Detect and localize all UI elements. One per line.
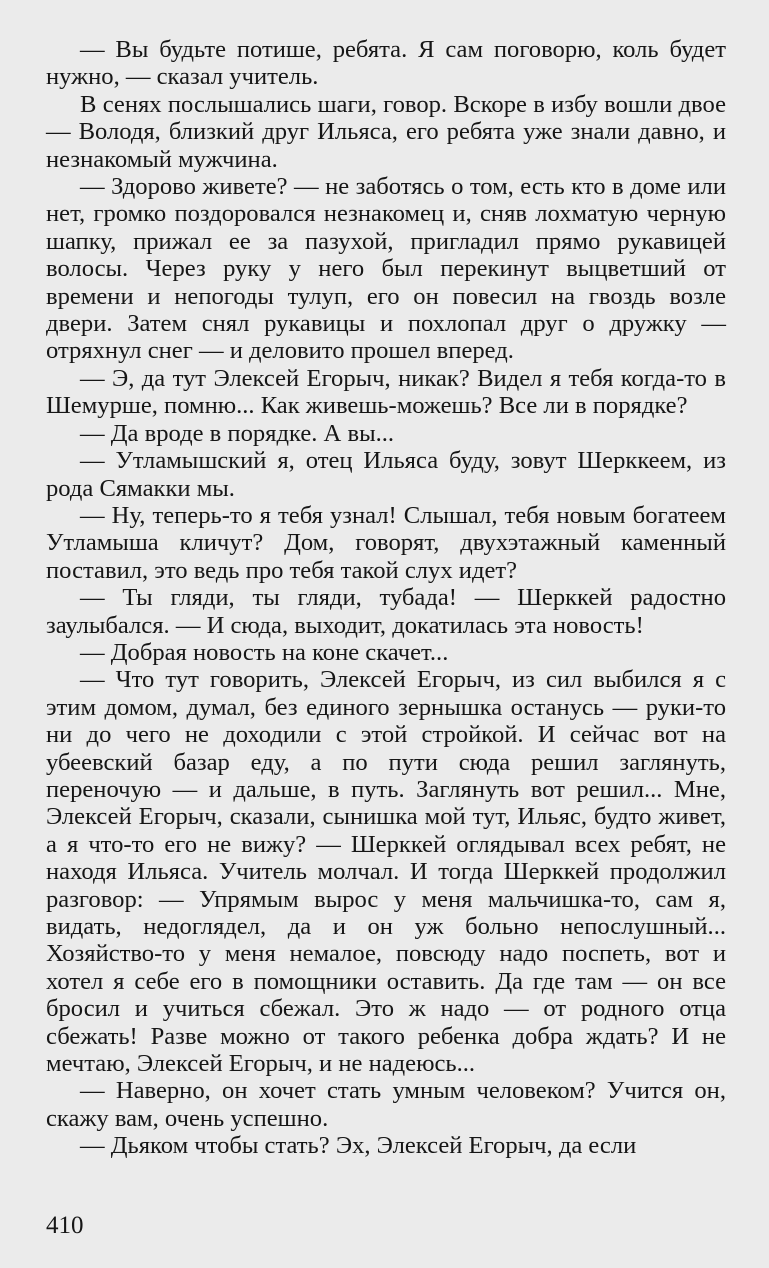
paragraph: — Да вроде в порядке. А вы... — [80, 419, 395, 447]
paragraph: — Что тут говорить, Элексей Егорыч, из сил выбился я с этим домом, думал, без единого зернышка останусь — руки-то ни до чего не доходили с этой стройкой. И сейчас вот на убеевский базар еду, а по пути сюда решил заглянуть, переночую — и дальше, в путь. Заглянуть вот решил... Мне, Элексей Егорыч, сказали, сынишка мой тут, Ильяс, будто живет, а я что-то его не вижу? — Шерккей оглядывал всех ребят, не находя Ильяса. Учитель молчал. И тогда Шерккей продолжил разговор: — Упрямым вырос у меня мальчишка-то, сам я, видать, недоглядел, да и он уж больно непослушный... Хозяйство-то у меня немалое, повсюду надо поспеть, вот и хотел я себе его в помощники оставить. Да где там — он все бросил и учиться сбежал. Это ж надо — от родного отца сбежать! Разве можно от такого ребенка добра ждать? И не мечтаю, Элексей Егорыч, и не надеюсь... — [46, 666, 726, 1078]
paragraph: В сенях послышались шаги, говор. Вскоре в избу вошли двое — Володя, близкий друг Ильяса, его ребята уже знали давно, и незнакомый мужчина. — [46, 90, 726, 173]
paragraph: — Наверно, он хочет стать умным человеком? Учится он, скажу вам, очень успешно. — [46, 1077, 726, 1132]
paragraph: — Здорово живете? — не заботясь о том, есть кто в доме или нет, громко поздоровался незнакомец и, сняв лохматую черную шапку, прижал ее за пазухой, пригладил прямо рукавицей волосы. Через руку у него был перекинут выцветший от времени и непогоды тулуп, его он повесил на гвоздь возле двери. Затем снял рукавицы и похлопал друг о дружку — отряхнул снег — и деловито прошел вперед. — [46, 173, 726, 365]
paragraph: — Утламышский я, отец Ильяса буду, зовут Шерккеем, из рода Сямакки мы. — [46, 447, 726, 502]
page-body-text — [46, 36, 726, 1160]
paragraph: — Ты гляди, ты гляди, тубада! — Шерккей радостно заулыбался. — И сюда, выходит, докатилась эта новость! — [46, 584, 726, 639]
page-number: 410 — [46, 1212, 84, 1239]
paragraph: — Э, да тут Элексей Егорыч, никак? Видел я тебя когда-то в Шемурше, помню... Как живешь-можешь? Все ли в порядке? — [46, 364, 726, 420]
paragraph: — Добрая новость на коне скачет... — [80, 638, 449, 666]
paragraph: — Вы будьте потише, ребята. Я сам поговорю, коль будет нужно, — сказал учитель. — [46, 36, 726, 91]
paragraph: — Ну, теперь-то я тебя узнал! Слышал, тебя новым богатеем Утламыша кличут? Дом, говорят, двухэтажный каменный поставил, это ведь про тебя такой слух идет? — [46, 501, 726, 584]
paragraph: — Дьяком чтобы стать? Эх, Элексей Егорыч, да если — [80, 1132, 637, 1160]
